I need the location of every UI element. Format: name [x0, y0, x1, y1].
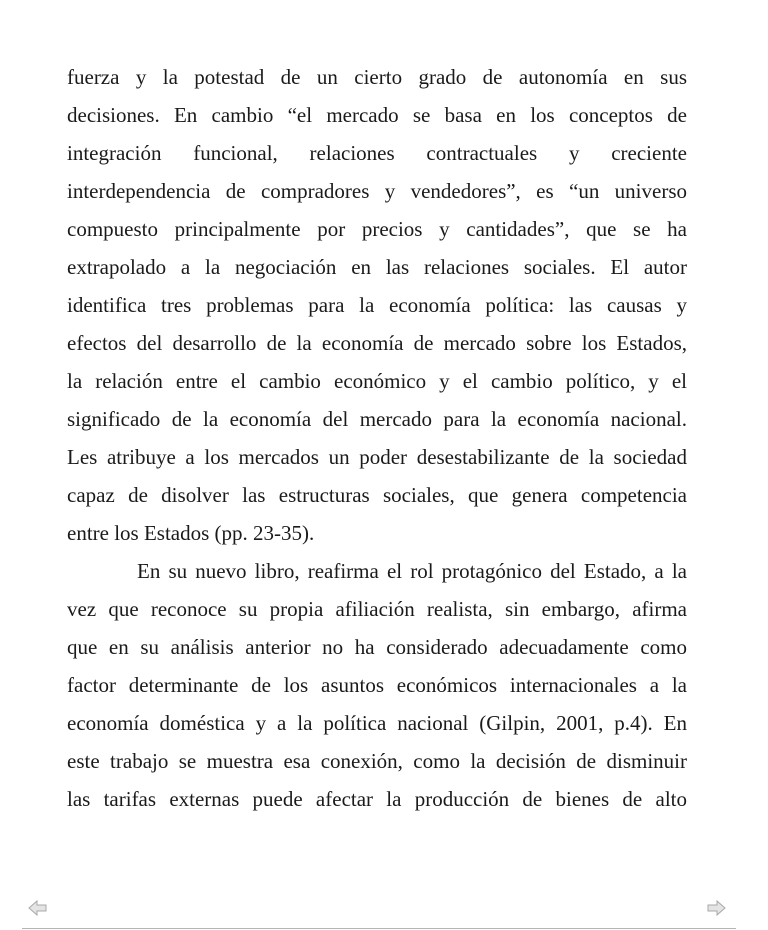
text-line: extrapolado a la negociación en las relaciones sociales. El autor — [67, 255, 687, 279]
text-line: factor determinante de los asuntos económicos internacionales a la — [67, 673, 687, 697]
text-line: vez que reconoce su propia afiliación realista, sin embargo, afirma — [67, 597, 687, 621]
next-page-button[interactable] — [705, 898, 727, 918]
text-line: economía doméstica y a la política nacional (Gilpin, 2001, p.4). En — [67, 711, 687, 735]
text-line: la relación entre el cambio económico y el cambio político, y el — [67, 369, 687, 393]
arrow-left-icon — [27, 898, 49, 918]
text-line: compuesto principalmente por precios y cantidades”, que se ha — [67, 217, 687, 241]
document-body — [67, 58, 687, 818]
text-line: integración funcional, relaciones contractuales y creciente — [67, 141, 687, 165]
text-line: efectos del desarrollo de la economía de mercado sobre los Estados, — [67, 331, 687, 355]
text-line: las tarifas externas puede afectar la producción de bienes de alto — [67, 787, 687, 811]
text-line: interdependencia de compradores y vendedores”, es “un universo — [67, 179, 687, 203]
text-line: Les atribuye a los mercados un poder desestabilizante de la sociedad — [67, 445, 687, 469]
text-line: capaz de disolver las estructuras sociales, que genera competencia — [67, 483, 687, 507]
text-line: identifica tres problemas para la economía política: las causas y — [67, 293, 687, 317]
text-line: este trabajo se muestra esa conexión, como la decisión de disminuir — [67, 749, 687, 773]
previous-page-button[interactable] — [27, 898, 49, 918]
text-line: que en su análisis anterior no ha considerado adecuadamente como — [67, 635, 687, 659]
text-line: decisiones. En cambio “el mercado se basa en los conceptos de — [67, 103, 687, 127]
text-line: entre los Estados (pp. 23-35). — [67, 521, 315, 545]
text-line: significado de la economía del mercado para la economía nacional. — [67, 407, 687, 431]
bottom-divider — [22, 928, 736, 929]
paragraph-first-line: En su nuevo libro, reafirma el rol protagónico del Estado, a la — [137, 559, 687, 583]
arrow-right-icon — [705, 898, 727, 918]
text-line: fuerza y la potestad de un cierto grado de autonomía en sus — [67, 65, 687, 89]
